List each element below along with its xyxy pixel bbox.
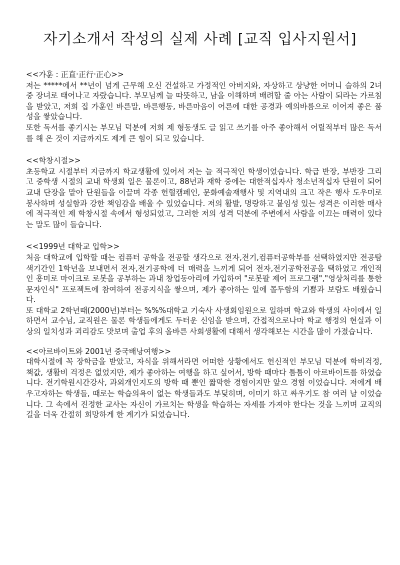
section-heading: <<가훈 : 正直·正行·正心>> [26,70,124,79]
section-spacer [26,144,382,156]
paragraph: 또 대학교 2학년때(2000년)부터는 %%%대학교 기숙사 사생회임원으로 일하며 학교와 학생의 사이에서 일하면서 교수님, 교직원은 물론 학생들에게도 두터운 신임을 받으며, 간접적으로나마 학교 행정의 현실과 이상의 일치성과 괴리감도 맛보며 출업 후의 올바른 사회생활에 대해서 생각해보는 시간을 많이 가졌습니다. [26,305,382,337]
section-school-days [26,156,382,230]
document-body [26,70,382,421]
section-heading: <<1999년 대학교 입학>> [26,242,120,252]
paragraph: 처음 대학교에 입학할 때는 컴퓨터 공학을 전공할 생각으로 전자,전기,컴퓨터공학부를 선택하였지만 전공탐색기간인 1학년을 보내면서 전자,전기공학에 더 매력을 느끼게 되어 전자,전기공학전공을 택하였고 개인적인 흥미로 마이크로 로봇을 공부하는 과내 창업동아리에 가입하여 "로봇팔 제어 프로그램","영상처리를 통한 문자인식" 프로젝트에 참여하여 전공지식을 쌓으며, 제가 좋아하는 일에 몰두함의 기쁨과 보람도 배웠습니다. [26,252,382,305]
section-spacer [26,230,382,242]
paragraph: 대학시절에 꼭 장학금을 받았고, 자식을 위해서라면 어떠한 상황에서도 헌신적인 부모님 덕분에 학비걱정, 책값, 생활비 걱정은 없었지만, 제가 좋아하는 여행을 하고 싶어서, 방학 때마다 틈틈이 아르바이트를 하였습니다. 전기학원시간강사, 과외개인지도의 방학 때 뿐인 짧막한 경험이지만 앞으 경험 이었습니다. 저에게 배우고자하는 학생들, 때로는 학습의욕이 없는 학생들과도 부딪히며, 이미기 하고 싸우기도 참 여러 날 이었습니다. 그 속에서 진정한 교사는 자신이 가르치는 학생을 학습하는 자세를 가져야 한다는 것을 느끼며 교직의 길을 더욱 간절히 희망하게 한 계기가 되었습니다. [26,357,382,420]
section-university [26,242,382,337]
section-heading: <<학창시절>> [26,156,81,166]
section-spacer [26,338,382,347]
paragraph: 저는 *****에서 **년이 넘게 근무해 오신 건설하고 가정적인 아버지와, 자상하고 상냥한 어머니 슬하의 2녀 중 장녀로 태어나고 자랐습니다. 부모님께 늘 따뜻하고, 남을 이해하며 배려할 줄 아는 사람이 되라는 가르침을 받았고, 저희 집 가훈인 바른말, 바른행동, 바른마음이 어른에 대한 공경과 예의바름으로 이어져 좋은 품성을 쌓았습니다. [26,80,382,122]
paragraph: 또한 독서를 좋기시는 부모님 덕분에 저희 제 형동생도 글 읽고 쓰기를 아주 좋아해서 어릴적부터 많은 독서를 해 온 것이 지금까지도 제게 큰 힘이 되고 있습니다. [26,122,382,143]
section-part-time-and-travel [26,347,382,421]
paragraph: 초등학교 시절부터 지금까지 학교생활에 있어서 저는 늘 적극적인 학생이었습니다. 학급 반장, 부반장 그리고 중학생 시절의 교내 학생회 일은 물론이고, 88년과 재학 중에는 대한적십자사 청소년적십자 단원이 되어 교내 단장을 맡아 단원들을 이끌며 각종 헌혈캠페인, 문화예술재행사 및 지역내의 크고 작은 행사 도우미로 봉사하며 성실함과 강한 책임감을 배울 수 있었습니다. 저의 활발, 명랑하고 붙임성 있는 성격은 이러한 매사에 적극적인 제 학창시절 속에서 형성되었고, 그러한 저의 성격 덕분에 주변에서 사람을 이끄는 매력이 있다는 말도 많이 들습니다. [26,166,382,229]
section-family-motto [26,70,382,144]
section-heading: <<아르바이트와 2001년 중국배낭여행>> [26,346,171,356]
document-title: 자기소개서 작성의 실제 사례 [교직 입사지원서] [43,32,357,48]
